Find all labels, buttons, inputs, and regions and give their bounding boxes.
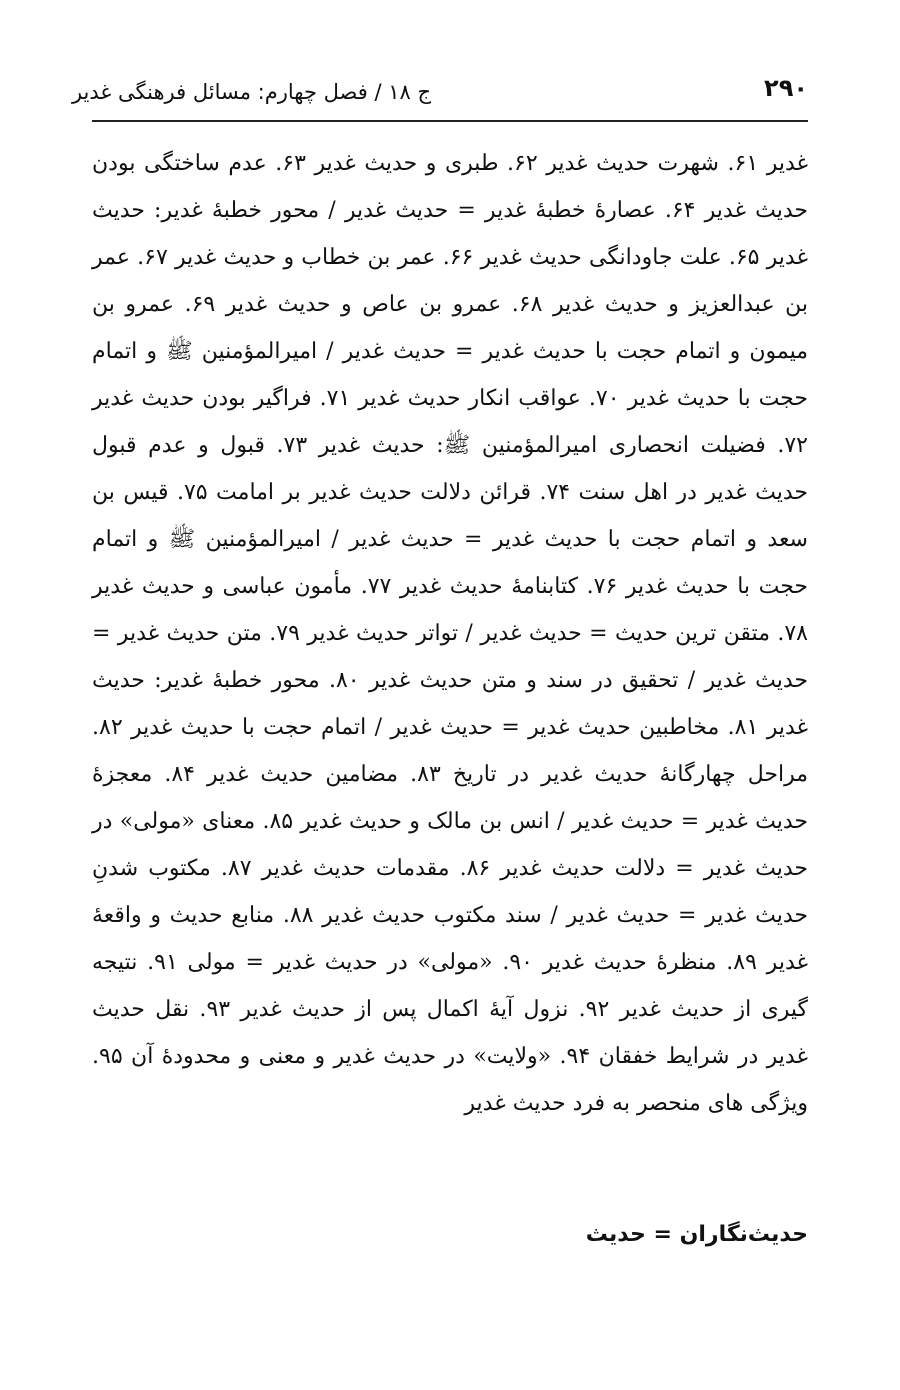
page-header xyxy=(71,70,808,122)
running-header-title: ج ۱۸ / فصل چهارم: مسائل فرهنگی غدیر xyxy=(71,80,431,104)
index-entry-heading: حدیث‌نگاران = حدیث xyxy=(585,1222,808,1247)
index-entries-paragraph: غدیر ۶۱. شهرت حدیث غدیر ۶۲. طبری و حدیث غدیر ۶۳. عدم ساختگی بودن حدیث غدیر ۶۴. عصارهٔ خطبهٔ غدیر = حدیث غدیر / محور خطبهٔ غدیر: حدیث غدیر ۶۵. علت جاودانگی حدیث غدیر ۶۶. عمر بن خطاب و حدیث غدیر ۶۷. عمر بن عبدالعزیز و حدیث غدیر ۶۸. عمرو بن عاص و حدیث غدیر ۶۹. عمرو بن میمون و اتمام حجت با حدیث غدیر = حدیث غدیر / امیرالمؤمنین ﷺ و اتمام حجت با حدیث غدیر ۷۰. عواقب انکار حدیث غدیر ۷۱. فراگیر بودن حدیث غدیر ۷۲. فضیلت انحصاری امیرالمؤمنین ﷺ: حدیث غدیر ۷۳. قبول و عدم قبول حدیث غدیر در اهل سنت ۷۴. قرائن دلالت حدیث غدیر بر امامت ۷۵. قیس بن سعد و اتمام حجت با حدیث غدیر = حدیث غدیر / امیرالمؤمنین ﷺ و اتمام حجت با حدیث غدیر ۷۶. کتابنامهٔ حدیث غدیر ۷۷. مأمون عباسی و حدیث غدیر ۷۸. متقن ترین حدیث = حدیث غدیر / تواتر حدیث غدیر ۷۹. متن حدیث غدیر = حدیث غدیر / تحقیق در سند و متن حدیث غدیر ۸۰. محور خطبهٔ غدیر: حدیث غدیر ۸۱. مخاطبین حدیث غدیر = حدیث غدیر / اتمام حجت با حدیث غدیر ۸۲. مراحل چهارگانهٔ حدیث غدیر در تاریخ ۸۳. مضامین حدیث غدیر ۸۴. معجزهٔ حدیث غدیر = حدیث غدیر / انس بن مالک و حدیث غدیر ۸۵. معنای «مولی» در حدیث غدیر = دلالت حدیث غدیر ۸۶. مقدمات حدیث غدیر ۸۷. مکتوب شدنِ حدیث غدیر = حدیث غدیر / سند مکتوب حدیث غدیر ۸۸. منابع حدیث و واقعهٔ غدیر ۸۹. منظرهٔ حدیث غدیر ۹۰. «مولی» در حدیث غدیر = مولی ۹۱. نتیجه گیری از حدیث غدیر ۹۲. نزول آیهٔ اکمال پس از حدیث غدیر ۹۳. نقل حدیث غدیر در شرایط خفقان ۹۴. «ولایت» در حدیث غدیر و معنی و محدودهٔ آن ۹۵. ویژگی های منحصر به فرد حدیث غدیر xyxy=(92,151,809,1116)
page-number: ۲۹۰ xyxy=(764,74,808,102)
